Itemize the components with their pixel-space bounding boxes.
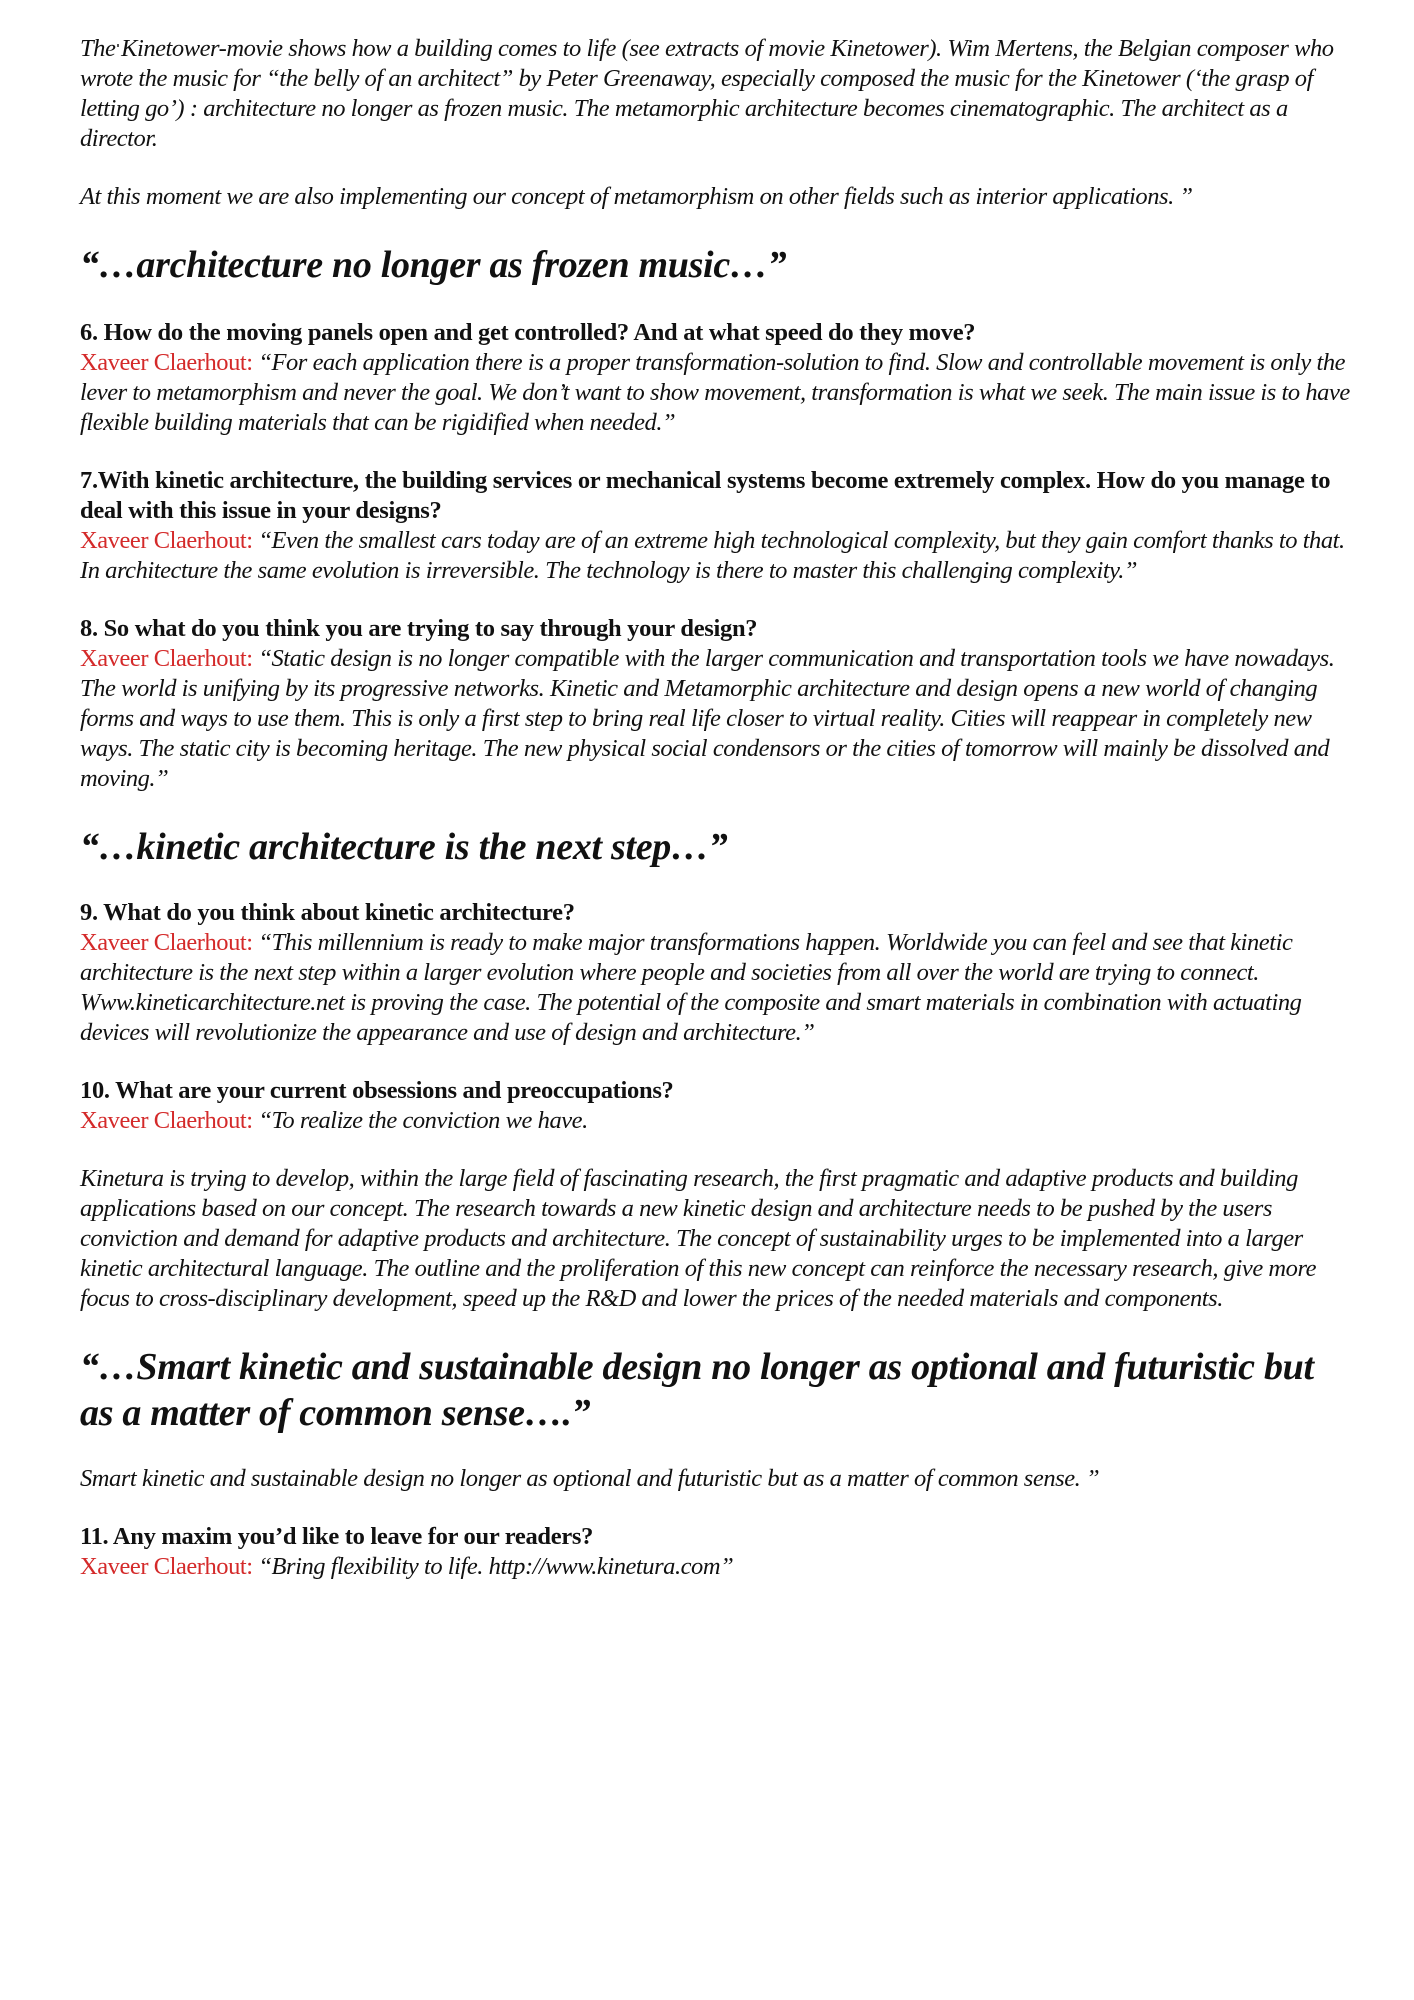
answer-9: [80, 928, 1350, 1048]
answer-10-continuation: Kinetura is trying to develop, within the large field of fascinating research, the first pragmatic and adaptive products and building applications based on our concept. The research towards a new kinetic design and architecture needs to be pushed by the users conviction and demand for adaptive products and architecture. The concept of sustainability urges to be implemented into a larger kinetic architectural language. The outline and the proliferation of this new concept can reinforce the necessary research, give more focus to cross-disciplinary development, speed up the R&D and lower the prices of the needed materials and components.: [80, 1165, 1317, 1312]
answer-10: [80, 1106, 1350, 1136]
answer-text: “Bring flexibility to life. http://www.kinetura.com”: [258, 1553, 734, 1580]
question-8: 8. So what do you think you are trying to say through your design?: [80, 615, 758, 642]
qa-block-7: [80, 466, 1350, 586]
document-page: [80, 34, 1350, 1582]
speaker-name: Xaveer Claerhout:: [80, 527, 253, 554]
pull-quote-next-step: “…kinetic architecture is the next step…”: [80, 826, 728, 868]
speaker-name: Xaveer Claerhout:: [80, 1553, 253, 1580]
answer-text: “For each application there is a proper transformation-solution to find. Slow and controllable movement is only the lever to metamorphism and never the goal. We don’t want to show movement, transformation is what we seek. The main issue is to have flexible building materials that can be rigidified when needed.”: [80, 349, 1350, 436]
answer-text: “To realize the conviction we have.: [258, 1107, 588, 1134]
speaker-name: Xaveer Claerhout:: [80, 1107, 253, 1134]
question-6: 6. How do the moving panels open and get controlled? And at what speed do they move?: [80, 319, 976, 346]
answer-text: “Static design is no longer compatible with the larger communication and transportation tools we have nowadays. The world is unifying by its progressive networks. Kinetic and Metamorphic architecture and design opens a new world of changing forms and ways to use them. This is only a first step to bring real life closer to virtual reality. Cities will reappear in completely new ways. The static city is becoming heritage. The new physical social condensors or the cities of tomorrow will mainly be dissolved and moving.”: [80, 645, 1335, 792]
answer-7: [80, 526, 1350, 586]
pull-quote-common-sense: “…Smart kinetic and sustainable design no longer as optional and futuristic but as a matter of common sense….”: [80, 1346, 1314, 1434]
pull-quote-frozen-music: “…architecture no longer as frozen music…”: [80, 244, 787, 286]
closing-paragraph: Smart kinetic and sustainable design no longer as optional and futuristic but as a matter of common sense. ”: [80, 1465, 1100, 1492]
speaker-name: Xaveer Claerhout:: [80, 929, 253, 956]
speaker-name: Xaveer Claerhout:: [80, 349, 253, 376]
speaker-name: Xaveer Claerhout:: [80, 645, 253, 672]
intro-paragraph-kinetower: The Kinetower-movie shows how a building comes to life (see extracts of movie Kinetower). Wim Mertens, the Belgian composer who wrote the music for “the belly of an architect” by Peter Greenaway, especially composed the music for the Kinetower (‘the grasp of letting go’) : architecture no longer as frozen music. The metamorphic architecture becomes cinematographic. The architect as a director.: [80, 35, 1334, 152]
answer-text: “Even the smallest cars today are of an extreme high technological complexity, but they gain comfort thanks to that. In architecture the same evolution is irreversible. The technology is there to master this challenging complexity.”: [80, 527, 1345, 584]
answer-text: “This millennium is ready to make major transformations happen. Worldwide you can feel and see that kinetic architecture is the next step within a larger evolution where people and societies from all over the world are trying to connect. Www.kineticarchitecture.net is proving the case. The potential of the composite and smart materials in combination with actuating devices will revolutionize the appearance and use of design and architecture.”: [80, 929, 1302, 1046]
question-11: 11. Any maxim you’d like to leave for our readers?: [80, 1523, 594, 1550]
question-10: 10. What are your current obsessions and preoccupations?: [80, 1077, 674, 1104]
answer-8: [80, 644, 1350, 794]
qa-block-8: [80, 614, 1350, 794]
question-7: 7.With kinetic architecture, the building services or mechanical systems become extremely complex. How do you manage to deal with this issue in your designs?: [80, 467, 1331, 524]
question-9: 9. What do you think about kinetic architecture?: [80, 899, 575, 926]
answer-11: [80, 1552, 1350, 1582]
qa-block-9: [80, 898, 1350, 1048]
qa-block-10: [80, 1076, 1350, 1314]
qa-block-6: [80, 318, 1350, 438]
intro-paragraph-metamorphism: At this moment we are also implementing our concept of metamorphism on other fields such as interior applications. ”: [80, 183, 1193, 210]
answer-6: [80, 348, 1350, 438]
qa-block-11: [80, 1522, 1350, 1582]
